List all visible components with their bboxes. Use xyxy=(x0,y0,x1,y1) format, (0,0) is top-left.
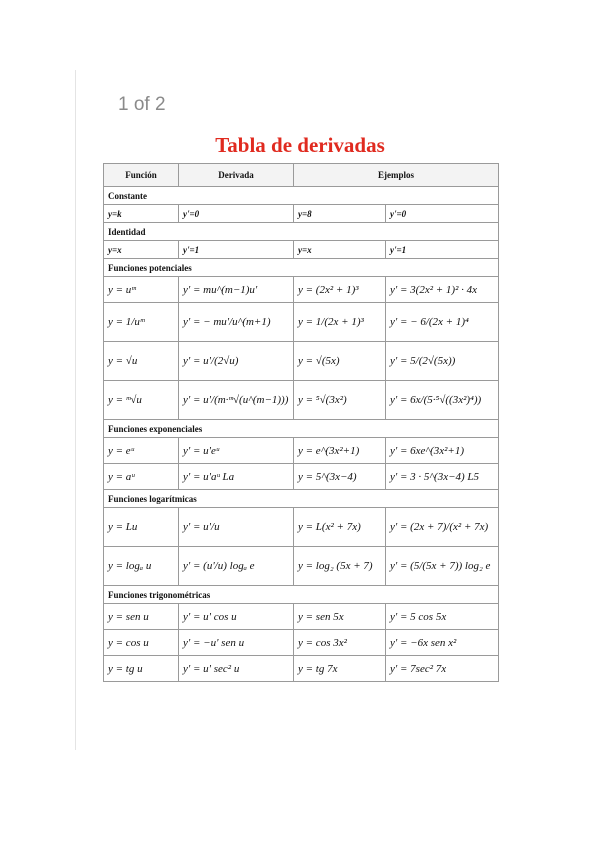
cell-funcion: y = cos u xyxy=(104,630,179,656)
cell-derivada: y' = −u' sen u xyxy=(179,630,294,656)
cell-ejemplo-derivada: y' = 6x/(5·⁵√((3x²)⁴)) xyxy=(386,381,499,420)
cell-funcion: y = uᵐ xyxy=(104,277,179,303)
cell-ejemplo: y = L(x² + 7x) xyxy=(294,508,386,547)
cell-derivada: y' = u'eᵘ xyxy=(179,438,294,464)
section-title: Funciones trigonométricas xyxy=(104,586,499,604)
cell-derivada: y'=0 xyxy=(179,205,294,223)
cell-derivada: y' = u'aᵘ La xyxy=(179,464,294,490)
cell-funcion: y = Lu xyxy=(104,508,179,547)
document-title: Tabla de derivadas xyxy=(215,133,385,157)
cell-funcion: y=k xyxy=(104,205,179,223)
section-title: Constante xyxy=(104,187,499,205)
cell-ejemplo-derivada: y' = 5 cos 5x xyxy=(386,604,499,630)
cell-ejemplo: y=x xyxy=(294,241,386,259)
section-row-trigonometricas xyxy=(104,586,499,604)
cell-ejemplo-derivada: y'=1 xyxy=(386,241,499,259)
table-row xyxy=(104,342,499,381)
cell-funcion: y = eᵘ xyxy=(104,438,179,464)
cell-derivada: y' = u'/(2√u) xyxy=(179,342,294,381)
header-derivada: Derivada xyxy=(179,164,294,187)
cell-funcion: y = logₐ u xyxy=(104,547,179,586)
table-row xyxy=(104,630,499,656)
cell-ejemplo-derivada: y'=0 xyxy=(386,205,499,223)
cell-ejemplo-derivada: y' = −6x sen x² xyxy=(386,630,499,656)
cell-ejemplo-derivada: y' = 7sec² 7x xyxy=(386,656,499,682)
cell-funcion: y = sen u xyxy=(104,604,179,630)
derivatives-table xyxy=(103,163,499,682)
cell-ejemplo: y = 5^(3x−4) xyxy=(294,464,386,490)
cell-ejemplo-derivada: y' = (5/(5x + 7)) log₂ e xyxy=(386,547,499,586)
cell-derivada: y' = u'/(m·ᵐ√(u^(m−1))) xyxy=(179,381,294,420)
table-row xyxy=(104,205,499,223)
cell-ejemplo-derivada: y' = 3 · 5^(3x−4) L5 xyxy=(386,464,499,490)
table-row xyxy=(104,303,499,342)
cell-derivada: y' = − mu'/u^(m+1) xyxy=(179,303,294,342)
section-row-potenciales xyxy=(104,259,499,277)
cell-ejemplo: y = log₂ (5x + 7) xyxy=(294,547,386,586)
cell-funcion: y = aᵘ xyxy=(104,464,179,490)
section-row-exponenciales xyxy=(104,420,499,438)
cell-ejemplo: y=8 xyxy=(294,205,386,223)
cell-ejemplo-derivada: y' = 3(2x² + 1)² · 4x xyxy=(386,277,499,303)
cell-derivada: y' = mu^(m−1)u' xyxy=(179,277,294,303)
cell-funcion: y=x xyxy=(104,241,179,259)
cell-funcion: y = √u xyxy=(104,342,179,381)
section-row-constante xyxy=(104,187,499,205)
cell-ejemplo: y = tg 7x xyxy=(294,656,386,682)
section-title: Funciones logarítmicas xyxy=(104,490,499,508)
table-row xyxy=(104,438,499,464)
page-indicator: 1 of 2 xyxy=(118,94,166,115)
section-row-identidad xyxy=(104,223,499,241)
header-funcion: Función xyxy=(104,164,179,187)
cell-ejemplo-derivada: y' = (2x + 7)/(x² + 7x) xyxy=(386,508,499,547)
table-row xyxy=(104,277,499,303)
header-ejemplos: Ejemplos xyxy=(294,164,499,187)
cell-derivada: y' = u' sec² u xyxy=(179,656,294,682)
cell-ejemplo: y = sen 5x xyxy=(294,604,386,630)
table-row xyxy=(104,241,499,259)
cell-funcion: y = 1/uᵐ xyxy=(104,303,179,342)
section-row-logaritmicas xyxy=(104,490,499,508)
table-row xyxy=(104,508,499,547)
table-row xyxy=(104,604,499,630)
section-title: Funciones exponenciales xyxy=(104,420,499,438)
table-row xyxy=(104,547,499,586)
table-row xyxy=(104,656,499,682)
page-left-edge xyxy=(75,70,76,750)
cell-ejemplo: y = √(5x) xyxy=(294,342,386,381)
cell-funcion: y = ᵐ√u xyxy=(104,381,179,420)
cell-ejemplo: y = cos 3x² xyxy=(294,630,386,656)
cell-derivada: y' = (u'/u) logₐ e xyxy=(179,547,294,586)
cell-ejemplo-derivada: y' = 5/(2√(5x)) xyxy=(386,342,499,381)
cell-derivada: y'=1 xyxy=(179,241,294,259)
cell-ejemplo: y = ⁵√(3x²) xyxy=(294,381,386,420)
cell-derivada: y' = u' cos u xyxy=(179,604,294,630)
cell-ejemplo: y = e^(3x²+1) xyxy=(294,438,386,464)
cell-funcion: y = tg u xyxy=(104,656,179,682)
table-row xyxy=(104,464,499,490)
cell-ejemplo: y = 1/(2x + 1)³ xyxy=(294,303,386,342)
cell-derivada: y' = u'/u xyxy=(179,508,294,547)
cell-ejemplo: y = (2x² + 1)³ xyxy=(294,277,386,303)
section-title: Funciones potenciales xyxy=(104,259,499,277)
section-title: Identidad xyxy=(104,223,499,241)
cell-ejemplo-derivada: y' = 6xe^(3x²+1) xyxy=(386,438,499,464)
cell-ejemplo-derivada: y' = − 6/(2x + 1)⁴ xyxy=(386,303,499,342)
table-row xyxy=(104,381,499,420)
table-header-row xyxy=(104,164,499,187)
